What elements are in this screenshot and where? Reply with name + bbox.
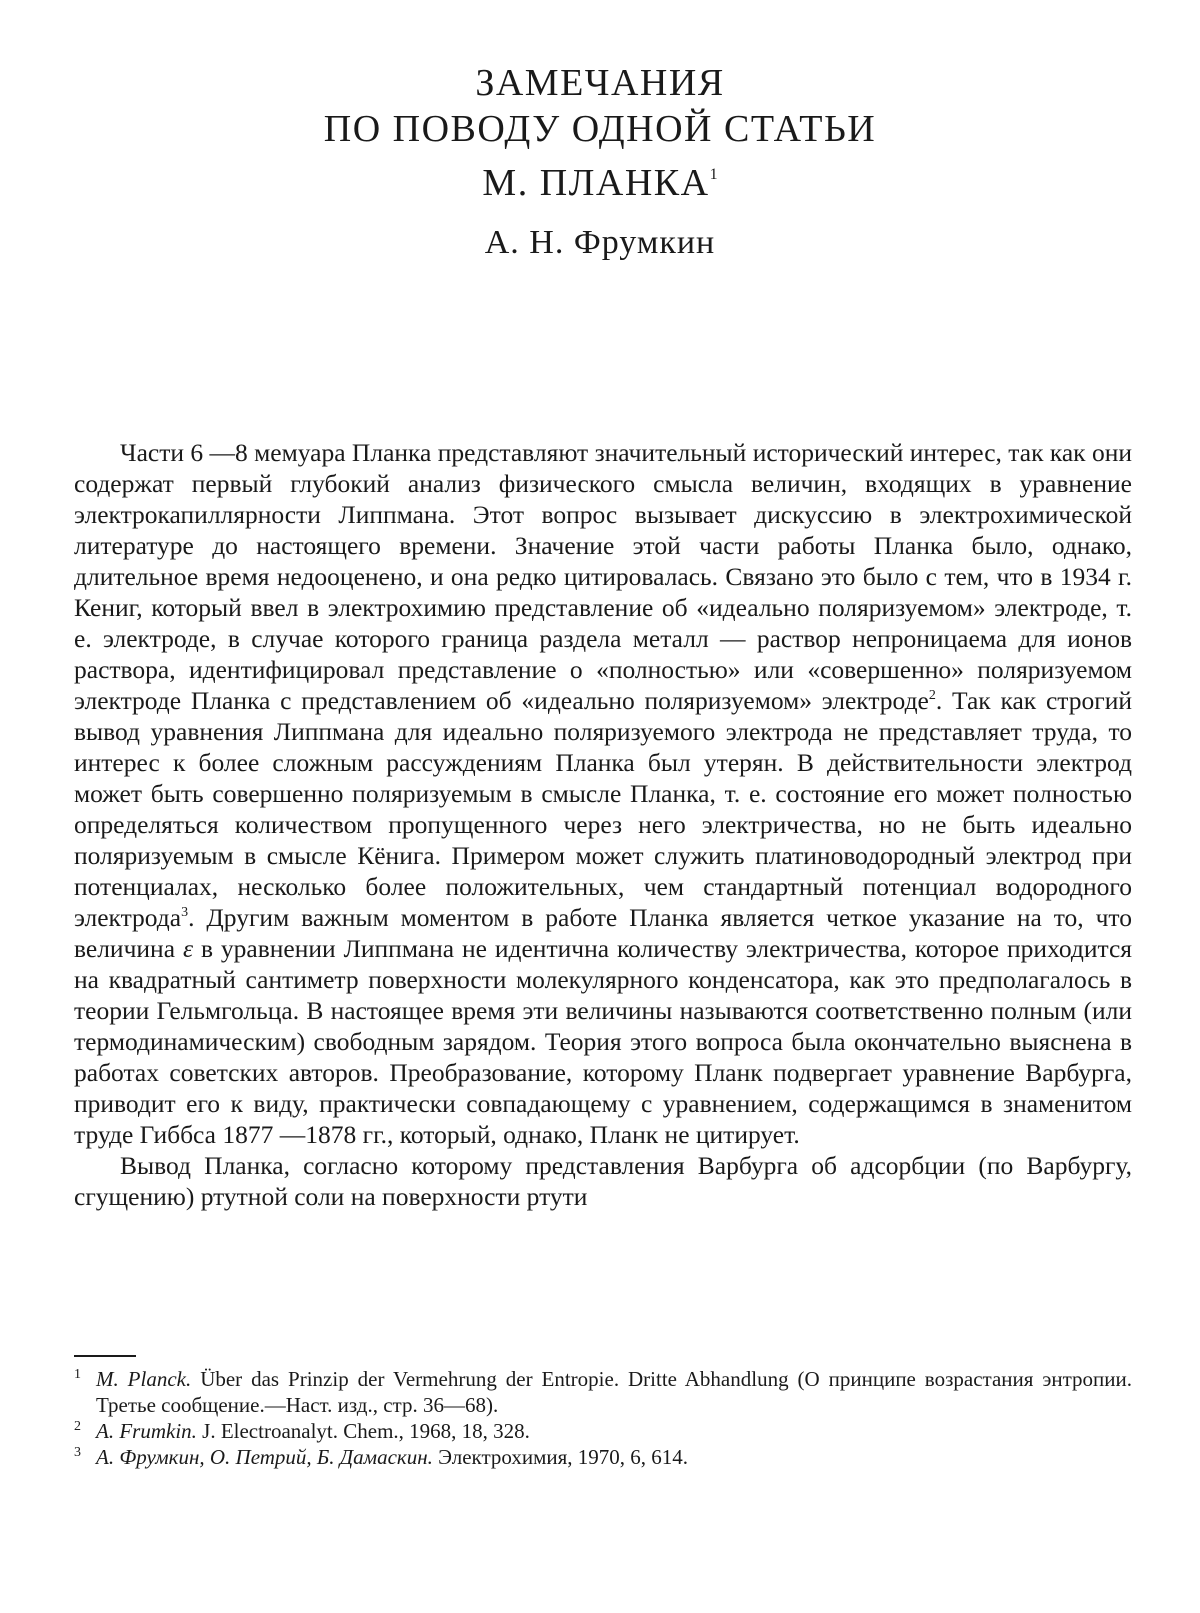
title-line-2: ПО ПОВОДУ ОДНОЙ СТАТЬИ	[0, 106, 1200, 152]
paragraph-1	[74, 437, 1132, 1150]
footnotes	[74, 1366, 1132, 1470]
article-title	[0, 60, 1200, 206]
footnote-ref-2[interactable]: 2	[929, 688, 936, 703]
footnote-3	[74, 1444, 1132, 1470]
footnote-ref-3[interactable]: 3	[181, 905, 188, 920]
paragraph-1-part-c: . Другим важным моментом в работе Планка является четкое указание на то, что величина	[74, 903, 1132, 963]
paragraph-1-part-b: . Так как строгий вывод уравнения Липпмана для идеально поляризуемого электрода не представляет труда, то интерес к более сложным рассуждениям Планка был утерян. В действительности электрод может быть совершенно поляризуемым в смысле Планка, т. е. состояние его может полностью определяться количеством пропущенного через него электричества, но не быть идеально поляризуемым в смысле Кёнига. Примером может служить платиноводородный электрод при потенциалах, несколько более положительных, чем стандартный потенциал водородного электрода	[74, 686, 1132, 932]
title-line-3-text: М. ПЛАНКА	[482, 162, 709, 204]
footnote-author: M. Planck.	[96, 1367, 191, 1391]
paragraph-1-part-d: в уравнении Липпмана не идентична количеству электричества, которое приходится на квадратный сантиметр поверхности молекулярного конденсатора, как это предполагалось в теории Гельмгольца. В настоящее время эти величины называются соответственно полным (или термодинамическим) свободным зарядом. Теория этого вопроса была окончательно выяснена в работах советских авторов. Преобразование, которому Планк подвергает уравнение Варбурга, приводит его к виду, практически совпадающему с уравнением, содержащимся в знаменитом труде Гиббса 1877 —1878 гг., который, однако, Планк не цитирует.	[74, 934, 1132, 1149]
footnote-number: 2	[74, 1414, 81, 1440]
footnote-text: J. Electroanalyt. Chem., 1968, 18, 328.	[197, 1419, 530, 1443]
footnote-1	[74, 1366, 1132, 1418]
paragraph-2: Вывод Планка, согласно которому представления Варбурга об адсорбции (по Варбургу, сгущению) ртутной соли на поверхности ртути	[74, 1150, 1132, 1212]
footnote-author: A. Frumkin.	[96, 1419, 197, 1443]
footnote-text: Über das Prinzip der Vermehrung der Entropie. Dritte Abhandlung (О принципе возрастания энтропии. Третье сообщение.—Наст. изд., стр. 36—68).	[96, 1367, 1132, 1417]
title-footnote-ref[interactable]: 1	[710, 166, 718, 183]
title-line-1: ЗАМЕЧАНИЯ	[0, 60, 1200, 106]
footnote-author: А. Фрумкин, О. Петрий, Б. Дамаскин.	[96, 1445, 433, 1469]
footnote-divider	[74, 1355, 136, 1357]
variable-epsilon: ε	[183, 934, 193, 963]
document-page	[0, 0, 1200, 1613]
paragraph-1-part-a: Части 6 —8 мемуара Планка представляют значительный исторический интерес, так как они содержат первый глубокий анализ физического смысла величин, входящих в уравнение электрокапиллярности Липпмана. Этот вопрос вызывает дискуссию в электрохимической литературе до настоящего времени. Значение этой части работы Планка было, однако, длительное время недооценено, и она редко цитировалась. Связано это было с тем, что в 1934 г. Кениг, который ввел в электрохимию представление об «идеально поляризуемом» электроде, т. е. электроде, в случае которого граница раздела металл — раствор непроницаема для ионов раствора, идентифицировал представление о «полностью» или «совершенно» поляризуемом электроде Планка с представлением об «идеально поляризуемом» электроде	[74, 438, 1132, 715]
article-body	[74, 437, 1132, 1212]
author-name: А. Н. Фрумкин	[0, 224, 1200, 262]
footnote-number: 1	[74, 1362, 81, 1388]
footnote-number: 3	[74, 1440, 81, 1466]
title-line-3	[0, 152, 1200, 206]
footnote-2	[74, 1418, 1132, 1444]
footnote-text: Электрохимия, 1970, 6, 614.	[433, 1445, 688, 1469]
